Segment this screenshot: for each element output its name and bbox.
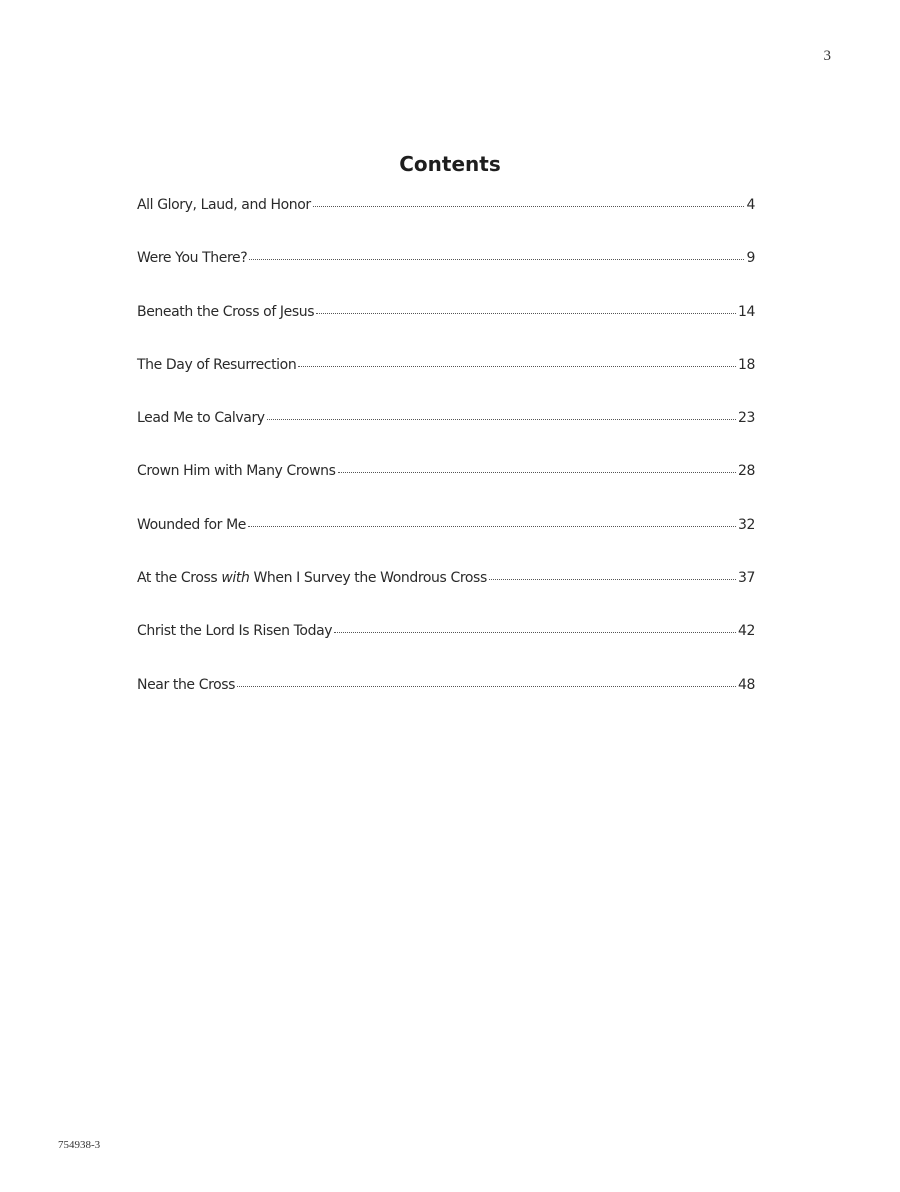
dot-leader [338,472,736,473]
toc-entry-title [137,570,487,586]
toc-entry-page: 28 [737,463,755,480]
toc-entry-title: Wounded for Me [137,516,246,533]
toc-entry-title: Crown Him with Many Crowns [137,463,336,480]
toc-entry-title-part2: When I Survey the Wondrous Cross [249,570,487,587]
toc-entry-title: Christ the Lord Is Risen Today [137,623,333,640]
catalog-code: 754938-3 [58,1139,101,1151]
toc-entry-title: Were You There? [137,250,248,267]
toc-entry-page: 14 [737,303,755,320]
toc-entry-page: 32 [737,516,755,533]
toc-entry-the-day-of-resurrection[interactable] [137,357,755,410]
toc-entry-page: 48 [737,676,755,693]
toc-entry-were-you-there[interactable] [137,250,755,303]
dot-leader [334,632,736,633]
toc-entry-lead-me-to-calvary[interactable] [137,410,755,463]
toc-entry-title: The Day of Resurrection [137,356,297,373]
toc-entry-at-the-cross-with-when-i-survey[interactable] [137,570,755,623]
toc-entry-wounded-for-me[interactable] [137,517,755,570]
toc-entry-title-part1: At the Cross [137,570,222,587]
toc-entry-beneath-the-cross-of-jesus[interactable] [137,304,755,357]
toc-entry-title: Beneath the Cross of Jesus [137,303,315,320]
page-title: Contents [399,152,501,176]
dot-leader [316,313,736,314]
toc-entry-page: 37 [737,570,755,587]
dot-leader [489,579,736,580]
toc-entry-all-glory-laud-and-honor[interactable] [137,197,755,250]
dot-leader [298,366,736,367]
toc-entry-crown-him-with-many-crowns[interactable] [137,463,755,516]
toc-entry-page: 4 [746,197,755,213]
toc-entry-page: 18 [737,356,755,373]
toc-entry-christ-the-lord-is-risen-today[interactable] [137,623,755,676]
toc-entry-page: 23 [737,410,755,427]
toc-entry-title: Near the Cross [137,676,236,693]
toc-entry-title-italic: with [221,570,250,587]
toc-entry-page: 42 [737,623,755,640]
dot-leader [249,259,744,260]
dot-leader [267,419,736,420]
dot-leader [313,206,745,207]
toc-entry-title: Lead Me to Calvary [137,410,265,427]
toc-entry-title: All Glory, Laud, and Honor [137,197,311,213]
dot-leader [237,686,736,687]
dot-leader [248,526,736,527]
toc-entry-near-the-cross[interactable] [137,677,755,730]
table-of-contents [137,197,755,730]
toc-entry-page: 9 [746,250,755,267]
page-number: 3 [823,48,831,64]
